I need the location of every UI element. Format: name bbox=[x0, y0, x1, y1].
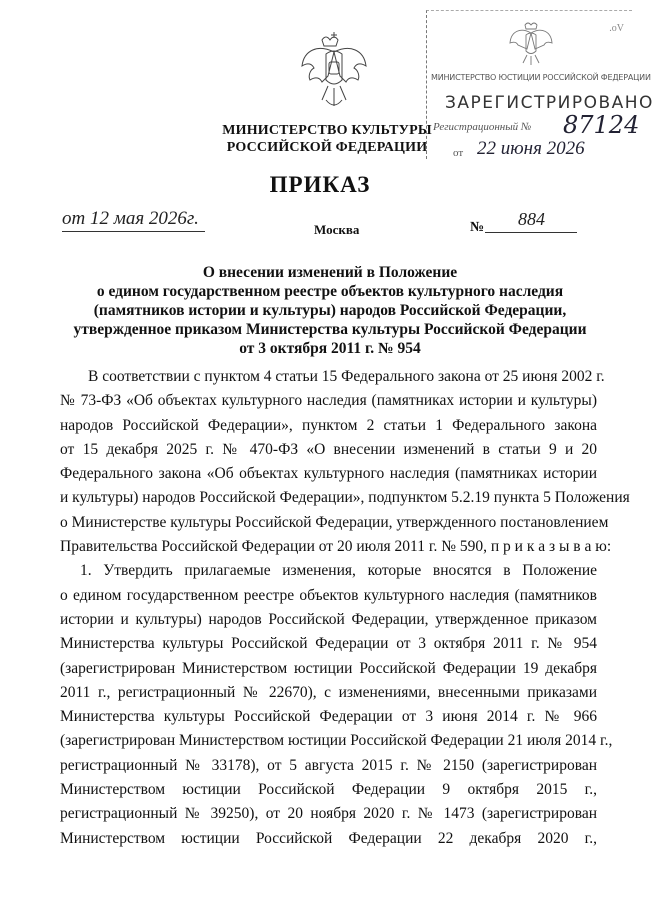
body-line: Правительства Российской Федерации от 20 июля 2011 г. № 590, п р и к а з ы в а ю: bbox=[60, 538, 612, 556]
title-line: (памятников истории и культуры) народов Российской Федерации, bbox=[93, 302, 567, 319]
title-line: от 3 октября 2011 г. № 954 bbox=[239, 340, 421, 357]
title-line: утвержденное приказом Министерства культуры Российской Федерации bbox=[73, 321, 587, 338]
stamp-emblem-icon bbox=[507, 19, 555, 67]
body-line: и культуры) народов Российской Федерации», подпунктом 5.2.19 пункта 5 Положения bbox=[60, 489, 630, 507]
stamp-date: 22 июня 2026 bbox=[477, 138, 585, 159]
order-date bbox=[62, 208, 199, 230]
body-line: № 73-ФЗ «Об объектах культурного наследия (памятниках истории и культуры) bbox=[60, 392, 597, 410]
body-line: В соответствии с пунктом 4 статьи 15 Федерального закона от 25 июня 2002 г. bbox=[88, 368, 605, 385]
body-line: о Министерстве культуры Российской Федерации, утвержденного постановлением bbox=[60, 513, 609, 531]
stamp-organization: МИНИСТЕРСТВО ЮСТИЦИИ РОССИЙСКОЙ ФЕДЕРАЦИИ bbox=[431, 73, 651, 82]
ministry-line-2: РОССИЙСКОЙ ФЕДЕРАЦИИ bbox=[226, 140, 428, 155]
order-number-label: № bbox=[470, 220, 485, 235]
body-line: Министерства культуры Российской Федерации от 3 июня 2014 г. № 966 bbox=[60, 708, 597, 726]
order-date-underline bbox=[62, 231, 205, 232]
order-number: 884 bbox=[518, 209, 545, 229]
title-line: о едином государственном реестре объектов культурного наследия bbox=[96, 283, 564, 300]
body-line: (зарегистрирован Министерством юстиции Российской Федерации 19 декабря bbox=[60, 659, 597, 677]
body-line: Министерством юстиции Российской Федерации 9 октября 2015 г., bbox=[60, 781, 597, 799]
document-title bbox=[40, 263, 620, 358]
stamp-reg-number: 87124 bbox=[563, 111, 640, 139]
body-line: регистрационный № 33178), от 5 августа 2015 г. № 2150 (зарегистрирован bbox=[60, 756, 597, 774]
body-line: истории и культуры) народов Российской Федерации, утвержденное приказом bbox=[60, 610, 597, 628]
coat-of-arms-emblem bbox=[298, 30, 370, 114]
title-line: О внесении изменений в Положение bbox=[202, 264, 458, 281]
body-line: от 15 декабря 2025 г. № 470-ФЗ «О внесении изменений в статьи 9 и 20 bbox=[60, 440, 597, 458]
order-number-underline bbox=[485, 232, 577, 233]
ministry-name bbox=[222, 122, 432, 156]
body-line: Федерального закона «Об объектах культурного наследия (памятниках истории bbox=[60, 465, 597, 483]
order-date-text: от 12 мая 2026г. bbox=[62, 208, 199, 229]
body-line: о едином государственном реестре объектов культурного наследия (памятников bbox=[60, 586, 597, 604]
document-type-heading: ПРИКАЗ bbox=[269, 172, 371, 197]
body-line: 2011 г., регистрационный № 22670), с изменениями, внесенными приказами bbox=[60, 683, 597, 701]
body-line: регистрационный № 39250), от 20 ноября 2020 г. № 1473 (зарегистрирован bbox=[60, 805, 597, 823]
body-line: народов Российской Федерации», пунктом 2 статьи 1 Федерального закона bbox=[60, 416, 597, 434]
document-body bbox=[60, 365, 630, 851]
stamp-registered-label: ЗАРЕГИСТРИРОВАНО bbox=[445, 93, 654, 113]
body-line: Министерства культуры Российской Федерации от 3 октября 2011 г. № 954 bbox=[60, 635, 597, 653]
stamp-corner-mark: .oV bbox=[609, 23, 624, 34]
body-line: (зарегистрирован Министерством юстиции Российской Федерации 21 июля 2014 г., bbox=[60, 732, 613, 750]
body-line: Министерством юстиции Российской Федерации 22 декабря 2020 г., bbox=[60, 829, 597, 847]
ministry-line-1: МИНИСТЕРСТВО КУЛЬТУРЫ bbox=[222, 123, 432, 138]
body-line: 1. Утвердить прилагаемые изменения, которые вносятся в Положение bbox=[80, 562, 597, 580]
order-city: Москва bbox=[314, 222, 360, 237]
registration-stamp bbox=[426, 10, 654, 159]
stamp-reg-number-label: Регистрационный № bbox=[433, 121, 532, 133]
stamp-date-prefix: от bbox=[453, 147, 464, 159]
